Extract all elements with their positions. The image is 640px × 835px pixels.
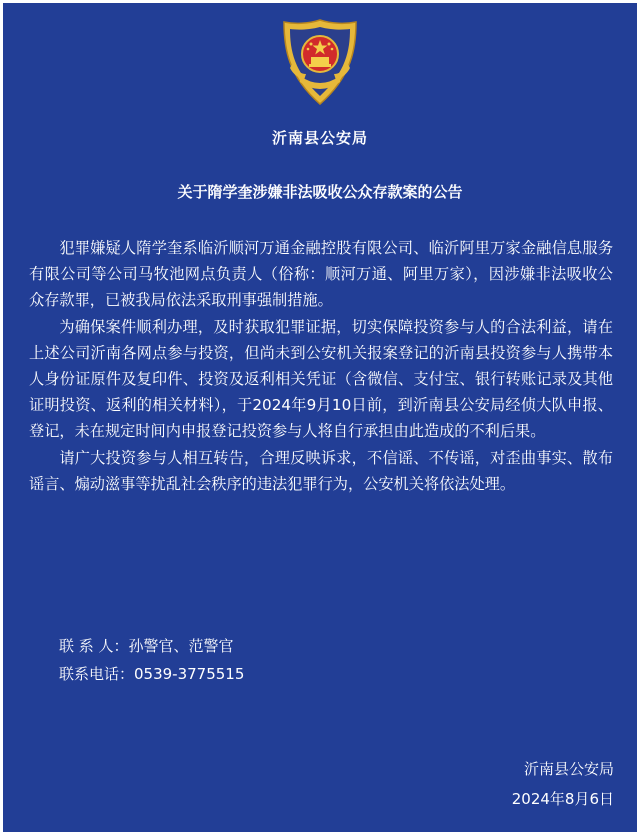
contact-persons: 联 系 人：孙警官、范警官 xyxy=(59,637,234,655)
paragraph: 犯罪嫌疑人隋学奎系临沂顺河万通金融控股有限公司、临沂阿里万家金融信息服务有限公司等公司马牧池网点负责人（俗称：顺河万通、阿里万家），因涉嫌非法吸收公众存款罪，已被我局依法采取刑事强制措施。 xyxy=(29,239,613,310)
page-title: 沂南县公安局 xyxy=(271,129,368,147)
paragraph: 为确保案件顺利办理，及时获取犯罪证据，切实保障投资参与人的合法利益，请在上述公司沂南各网点参与投资，但尚未到公安机关报案登记的沂南县投资参与人携带本人身份证原件及复印件、投资及返利相关凭证（含微信、支付宝、银行转账记录及其他证明投资、返利的相关材料），于2024年9月10日前，到沂南县公安局经侦大队申报、登记，未在规定时间内申报登记投资参与人将自行承担由此造成的不利后果。 xyxy=(29,317,613,441)
paragraph: 请广大投资参与人相互转告，合理反映诉求，不信谣、不传谣，对歪曲事实、散布谣言、煽动滋事等扰乱社会秩序的违法犯罪行为，公安机关将依法处理。 xyxy=(29,448,613,493)
signature-date: 2024年8月6日 xyxy=(511,790,614,808)
signature-organization: 沂南县公安局 xyxy=(523,760,614,778)
notice-body xyxy=(29,235,613,497)
signature-block xyxy=(512,754,614,814)
notice-title: 关于隋学奎涉嫌非法吸收公众存款案的公告 xyxy=(177,183,463,201)
contact-info xyxy=(59,632,244,688)
police-emblem-icon xyxy=(280,18,360,106)
contact-phone: 联系电话：0539-3775515 xyxy=(59,665,245,683)
